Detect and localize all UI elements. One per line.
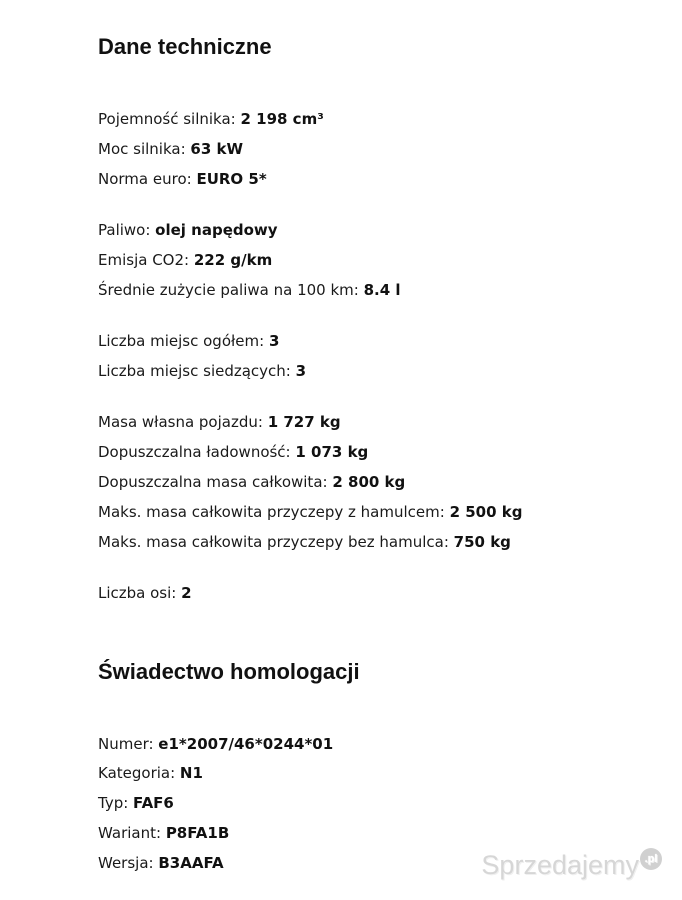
spec-row-co2-emission [98, 250, 272, 270]
spec-value: 1 073 kg [295, 443, 369, 461]
spec-row-trailer-unbraked [98, 532, 511, 552]
spec-label: Norma euro: [98, 170, 197, 188]
spec-row-engine-capacity [98, 109, 324, 129]
spec-value: N1 [179, 764, 203, 782]
spec-value: 2 [181, 584, 192, 602]
spec-label: Kategoria: [98, 764, 180, 782]
spec-value: P8FA1B [165, 824, 230, 842]
section-title-homologation: Świadectwo homologacji [98, 659, 360, 684]
watermark-text: Sprzedajemy [481, 850, 639, 880]
sprzedajemy-watermark [481, 850, 662, 882]
spec-label: Dopuszczalna ładowność: [98, 443, 296, 461]
spec-label: Moc silnika: [98, 140, 191, 158]
spec-label: Liczba miejsc ogółem: [98, 332, 269, 350]
spec-value: 2 500 kg [449, 503, 523, 521]
spec-row-payload [98, 442, 368, 462]
section-title-technical-data: Dane techniczne [98, 34, 272, 59]
spec-row-type [98, 793, 174, 813]
spec-value: 2 198 cm³ [240, 110, 324, 128]
watermark-badge: .pl [640, 848, 662, 870]
spec-label: Liczba miejsc siedzących: [98, 362, 296, 380]
spec-row-gross-weight [98, 472, 405, 492]
spec-value: 3 [295, 362, 307, 380]
spec-label: Wariant: [98, 824, 166, 842]
spec-row-fuel-consumption [98, 280, 401, 300]
spec-value: 63 kW [190, 140, 244, 158]
spec-row-version [98, 853, 224, 873]
spec-value: 2 800 kg [332, 473, 406, 491]
spec-label: Typ: [98, 794, 134, 812]
spec-row-variant [98, 823, 229, 843]
spec-row-axles [98, 583, 192, 603]
spec-label: Liczba osi: [98, 584, 182, 602]
spec-value: 8.4 l [363, 281, 401, 299]
spec-value: EURO 5* [196, 170, 267, 188]
spec-label: Numer: [98, 735, 159, 753]
spec-value: olej napędowy [155, 221, 278, 239]
spec-row-trailer-braked [98, 502, 522, 522]
spec-row-seats-total [98, 331, 279, 351]
spec-label: Maks. masa całkowita przyczepy bez hamulca: [98, 533, 454, 551]
spec-label: Wersja: [98, 854, 159, 872]
spec-label: Emisja CO2: [98, 251, 194, 269]
spec-value: 1 727 kg [267, 413, 341, 431]
spec-value: B3AAFA [158, 854, 224, 872]
spec-label: Paliwo: [98, 221, 156, 239]
spec-label: Dopuszczalna masa całkowita: [98, 473, 333, 491]
spec-value: 3 [268, 332, 280, 350]
spec-row-homologation-number [98, 734, 333, 754]
spec-label: Masa własna pojazdu: [98, 413, 268, 431]
spec-row-curb-weight [98, 412, 341, 432]
spec-row-engine-power [98, 139, 243, 159]
spec-value: FAF6 [133, 794, 174, 812]
spec-row-seats-sitting [98, 361, 306, 381]
spec-row-euro-norm [98, 169, 267, 189]
spec-value: 222 g/km [193, 251, 273, 269]
spec-label: Maks. masa całkowita przyczepy z hamulcem: [98, 503, 450, 521]
spec-label: Średnie zużycie paliwa na 100 km: [98, 281, 364, 299]
spec-value: 750 kg [453, 533, 511, 551]
spec-row-fuel [98, 220, 278, 240]
spec-label: Pojemność silnika: [98, 110, 241, 128]
spec-value: e1*2007/46*0244*01 [158, 735, 334, 753]
spec-row-category [98, 763, 203, 783]
